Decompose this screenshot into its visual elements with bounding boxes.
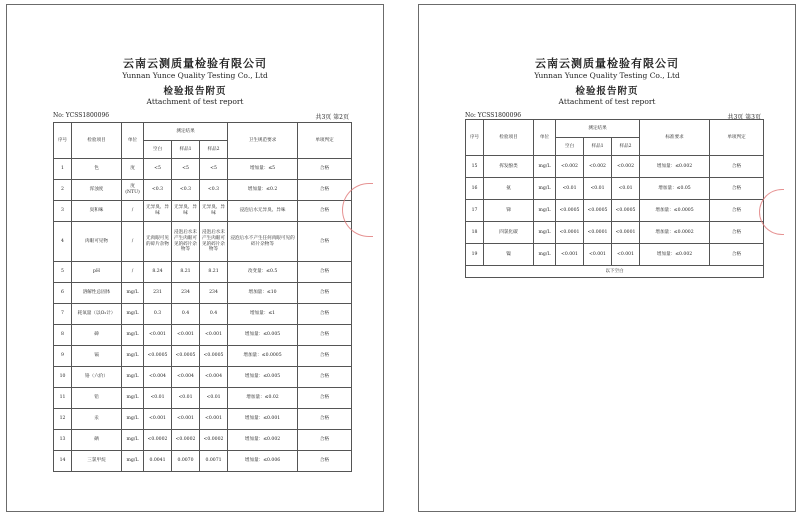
row-sample1: <0.01: [584, 178, 612, 200]
row-judgement: 合格: [298, 222, 352, 262]
row-blank: <5: [144, 159, 172, 180]
table-row: [466, 222, 764, 244]
header-item: 检验项目: [484, 120, 534, 156]
table-row: [54, 409, 352, 430]
table-row: [54, 283, 352, 304]
row-seq: 2: [54, 180, 72, 201]
row-seq: 14: [54, 451, 72, 472]
report-title-cn: 检验报告附页: [575, 86, 639, 97]
row-blank: <0.0005: [556, 200, 584, 222]
row-item: 四氯化碳: [484, 222, 534, 244]
row-judgement: 合格: [710, 222, 764, 244]
table-row: [54, 346, 352, 367]
report-title-en: Attachment of test report: [146, 97, 244, 106]
row-unit: 度: [122, 159, 144, 180]
row-seq: 17: [466, 200, 484, 222]
row-judgement: 合格: [298, 159, 352, 180]
row-blank: <0.004: [144, 367, 172, 388]
row-blank: <0.3: [144, 180, 172, 201]
header-results: 测定结果: [556, 120, 640, 138]
row-standard: 增加量：≤0.006: [228, 451, 298, 472]
row-item: 砷: [72, 325, 122, 346]
row-blank: <0.01: [144, 388, 172, 409]
row-sample1: <0.004: [172, 367, 200, 388]
row-judgement: 合格: [298, 262, 352, 283]
row-judgement: 合格: [298, 430, 352, 451]
row-sample1: <0.0002: [172, 430, 200, 451]
row-unit: mg/L: [534, 200, 556, 222]
row-sample2: <0.0005: [200, 346, 228, 367]
row-sample2: <0.0001: [612, 222, 640, 244]
page-info: 共3页 第2页: [315, 114, 349, 121]
row-unit: mg/L: [534, 244, 556, 266]
row-item: 氨: [484, 178, 534, 200]
row-unit: mg/L: [534, 178, 556, 200]
row-judgement: 合格: [298, 409, 352, 430]
row-judgement: 合格: [710, 244, 764, 266]
row-standard: 增加量：≤0.05: [640, 178, 710, 200]
row-sample2: 234: [200, 283, 228, 304]
report-page-2: [6, 4, 384, 512]
company-name-en: Yunnan Yunce Quality Testing Co., Ltd: [534, 71, 680, 80]
row-sample1: <0.001: [172, 325, 200, 346]
row-blank: 0.3: [144, 304, 172, 325]
blank-below-note: 以下空白: [466, 266, 764, 278]
row-judgement: 合格: [298, 180, 352, 201]
row-seq: 12: [54, 409, 72, 430]
row-item: 铬（六价）: [72, 367, 122, 388]
row-sample2: <0.01: [200, 388, 228, 409]
row-blank: <0.0001: [556, 222, 584, 244]
table-row: [54, 367, 352, 388]
header-seq: 序号: [54, 123, 72, 159]
row-unit: mg/L: [122, 367, 144, 388]
row-sample1: <0.0001: [584, 222, 612, 244]
row-sample1: 234: [172, 283, 200, 304]
results-body: [466, 156, 764, 266]
row-sample2: <0.001: [200, 409, 228, 430]
header-sample1: 样品1: [584, 138, 612, 156]
header-sample1: 样品1: [172, 141, 200, 159]
row-sample1: 0.4: [172, 304, 200, 325]
row-judgement: 合格: [298, 451, 352, 472]
row-item: 硒: [72, 430, 122, 451]
row-blank: 无异臭、异味: [144, 201, 172, 222]
table-row: [54, 430, 352, 451]
row-judgement: 合格: [298, 283, 352, 304]
row-standard: 增加量：≤0.005: [228, 367, 298, 388]
row-item: 镉: [72, 346, 122, 367]
row-seq: 9: [54, 346, 72, 367]
row-seq: 6: [54, 283, 72, 304]
table-row: [54, 180, 352, 201]
header-blank: 空白: [144, 141, 172, 159]
row-sample2: 0.0071: [200, 451, 228, 472]
table-row: [466, 244, 764, 266]
row-item: 挥发酚类: [484, 156, 534, 178]
table-row: [54, 201, 352, 222]
row-unit: mg/L: [122, 409, 144, 430]
company-name-cn: 云南云测质量检验有限公司: [535, 57, 679, 70]
table-row: [54, 262, 352, 283]
row-standard: 增加量：≤0.0002: [640, 222, 710, 244]
row-judgement: 合格: [298, 325, 352, 346]
row-unit: mg/L: [534, 156, 556, 178]
header-results: 测定结果: [144, 123, 228, 141]
row-blank: 0.0041: [144, 451, 172, 472]
row-sample1: 0.0070: [172, 451, 200, 472]
row-unit: mg/L: [122, 451, 144, 472]
report-number: No: YCSS1800096: [465, 112, 522, 119]
row-judgement: 合格: [298, 388, 352, 409]
row-seq: 13: [54, 430, 72, 451]
header-sample2: 样品2: [200, 141, 228, 159]
header-unit: 单位: [122, 123, 144, 159]
table-row: [466, 200, 764, 222]
row-unit: mg/L: [122, 430, 144, 451]
row-blank: <0.0005: [144, 346, 172, 367]
row-judgement: 合格: [298, 201, 352, 222]
row-blank: <0.001: [144, 409, 172, 430]
report-title-cn: 检验报告附页: [163, 86, 227, 97]
row-seq: 1: [54, 159, 72, 180]
row-sample2: <0.0002: [200, 430, 228, 451]
report-number: No: YCSS1800096: [53, 112, 110, 119]
row-seq: 10: [54, 367, 72, 388]
row-sample2: <0.0005: [612, 200, 640, 222]
row-standard: 增加量：≤5: [228, 159, 298, 180]
row-seq: 15: [466, 156, 484, 178]
row-item: 肉眼可见物: [72, 222, 122, 262]
table-row: [54, 388, 352, 409]
row-item: 三氯甲烷: [72, 451, 122, 472]
row-judgement: 合格: [298, 367, 352, 388]
row-blank: <0.001: [144, 325, 172, 346]
row-unit: 度(NTU): [122, 180, 144, 201]
row-standard: 增加量：≤0.0005: [640, 200, 710, 222]
row-standard: 增加量：≤0.02: [228, 388, 298, 409]
row-sample1: 8.21: [172, 262, 200, 283]
row-item: 汞: [72, 409, 122, 430]
row-item: pH: [72, 262, 122, 283]
table-row: [466, 178, 764, 200]
row-sample2: 浸泡后水未产生肉眼可见的碎片杂物等: [200, 222, 228, 262]
row-judgement: 合格: [710, 156, 764, 178]
row-seq: 18: [466, 222, 484, 244]
row-unit: mg/L: [534, 222, 556, 244]
row-sample2: 无异臭、异味: [200, 201, 228, 222]
row-item: 镍: [484, 244, 534, 266]
row-seq: 4: [54, 222, 72, 262]
row-sample2: <0.002: [612, 156, 640, 178]
row-blank: 231: [144, 283, 172, 304]
row-sample2: <0.001: [612, 244, 640, 266]
row-standard: 增加量：≤0.001: [228, 409, 298, 430]
row-item: 锑: [484, 200, 534, 222]
row-standard: 增加量：≤0.2: [228, 180, 298, 201]
row-sample2: <5: [200, 159, 228, 180]
row-sample2: 8.21: [200, 262, 228, 283]
row-seq: 11: [54, 388, 72, 409]
header-judgement: 单项判定: [298, 123, 352, 159]
row-sample2: 0.4: [200, 304, 228, 325]
row-standard: 浸泡后水无异臭、异味: [228, 201, 298, 222]
row-sample2: <0.3: [200, 180, 228, 201]
row-seq: 8: [54, 325, 72, 346]
header-standard: 标准要求: [640, 120, 710, 156]
row-unit: mg/L: [122, 304, 144, 325]
table-row: [54, 451, 352, 472]
row-standard: 增加量：≤0.002: [640, 244, 710, 266]
header-unit: 单位: [534, 120, 556, 156]
report-title-en: Attachment of test report: [558, 97, 656, 106]
row-unit: mg/L: [122, 283, 144, 304]
row-blank: <0.001: [556, 244, 584, 266]
row-standard: 增加量：≤0.002: [228, 430, 298, 451]
row-sample1: 浸泡后水未产生肉眼可见的碎片杂物等: [172, 222, 200, 262]
results-body: [54, 159, 352, 472]
company-name-en: Yunnan Yunce Quality Testing Co., Ltd: [122, 71, 268, 80]
row-standard: 浸泡后水不产生任何肉眼可见的碎片杂物等: [228, 222, 298, 262]
row-seq: 3: [54, 201, 72, 222]
row-item: 臭和味: [72, 201, 122, 222]
row-sample1: <0.3: [172, 180, 200, 201]
row-seq: 16: [466, 178, 484, 200]
row-seq: 7: [54, 304, 72, 325]
results-table: [465, 119, 764, 278]
row-standard: 增加量：≤0.002: [640, 156, 710, 178]
header-standard: 卫生规范要求: [228, 123, 298, 159]
table-row: [54, 222, 352, 262]
page-info: 共3页 第3页: [727, 114, 761, 121]
row-sample1: 无异臭、异味: [172, 201, 200, 222]
row-judgement: 合格: [710, 200, 764, 222]
row-unit: mg/L: [122, 325, 144, 346]
table-row: [54, 304, 352, 325]
row-item: 色: [72, 159, 122, 180]
row-standard: 增加量：≤1: [228, 304, 298, 325]
header-item: 检验项目: [72, 123, 122, 159]
row-seq: 5: [54, 262, 72, 283]
row-unit: mg/L: [122, 388, 144, 409]
row-standard: 增加量：≤10: [228, 283, 298, 304]
header-sample2: 样品2: [612, 138, 640, 156]
row-sample2: <0.001: [200, 325, 228, 346]
row-sample1: <0.002: [584, 156, 612, 178]
row-judgement: 合格: [298, 346, 352, 367]
row-unit: /: [122, 262, 144, 283]
row-item: 耗氧量（以O₂计）: [72, 304, 122, 325]
row-seq: 19: [466, 244, 484, 266]
row-sample1: <0.01: [172, 388, 200, 409]
results-table: [53, 122, 352, 472]
table-row: [54, 159, 352, 180]
header-judgement: 单项判定: [710, 120, 764, 156]
row-blank: <0.0002: [144, 430, 172, 451]
row-item: 浑浊度: [72, 180, 122, 201]
row-blank: 无肉眼可见的碎片杂物: [144, 222, 172, 262]
row-judgement: 合格: [710, 178, 764, 200]
row-item: 铅: [72, 388, 122, 409]
row-unit: /: [122, 222, 144, 262]
row-sample1: <0.0005: [172, 346, 200, 367]
row-sample2: <0.004: [200, 367, 228, 388]
row-blank: 8.24: [144, 262, 172, 283]
row-sample2: <0.01: [612, 178, 640, 200]
row-sample1: <0.0005: [584, 200, 612, 222]
table-row: [54, 325, 352, 346]
header-blank: 空白: [556, 138, 584, 156]
row-sample1: <0.001: [172, 409, 200, 430]
row-standard: 改变量：≤0.5: [228, 262, 298, 283]
row-item: 溶解性总固体: [72, 283, 122, 304]
row-judgement: 合格: [298, 304, 352, 325]
row-blank: <0.002: [556, 156, 584, 178]
row-sample1: <0.001: [584, 244, 612, 266]
company-name-cn: 云南云测质量检验有限公司: [123, 57, 267, 70]
row-standard: 增加量：≤0.0005: [228, 346, 298, 367]
header-seq: 序号: [466, 120, 484, 156]
report-page-3: [418, 4, 796, 512]
row-sample1: <5: [172, 159, 200, 180]
row-standard: 增加量：≤0.005: [228, 325, 298, 346]
row-blank: <0.01: [556, 178, 584, 200]
table-row: [466, 156, 764, 178]
row-unit: /: [122, 201, 144, 222]
row-unit: mg/L: [122, 346, 144, 367]
